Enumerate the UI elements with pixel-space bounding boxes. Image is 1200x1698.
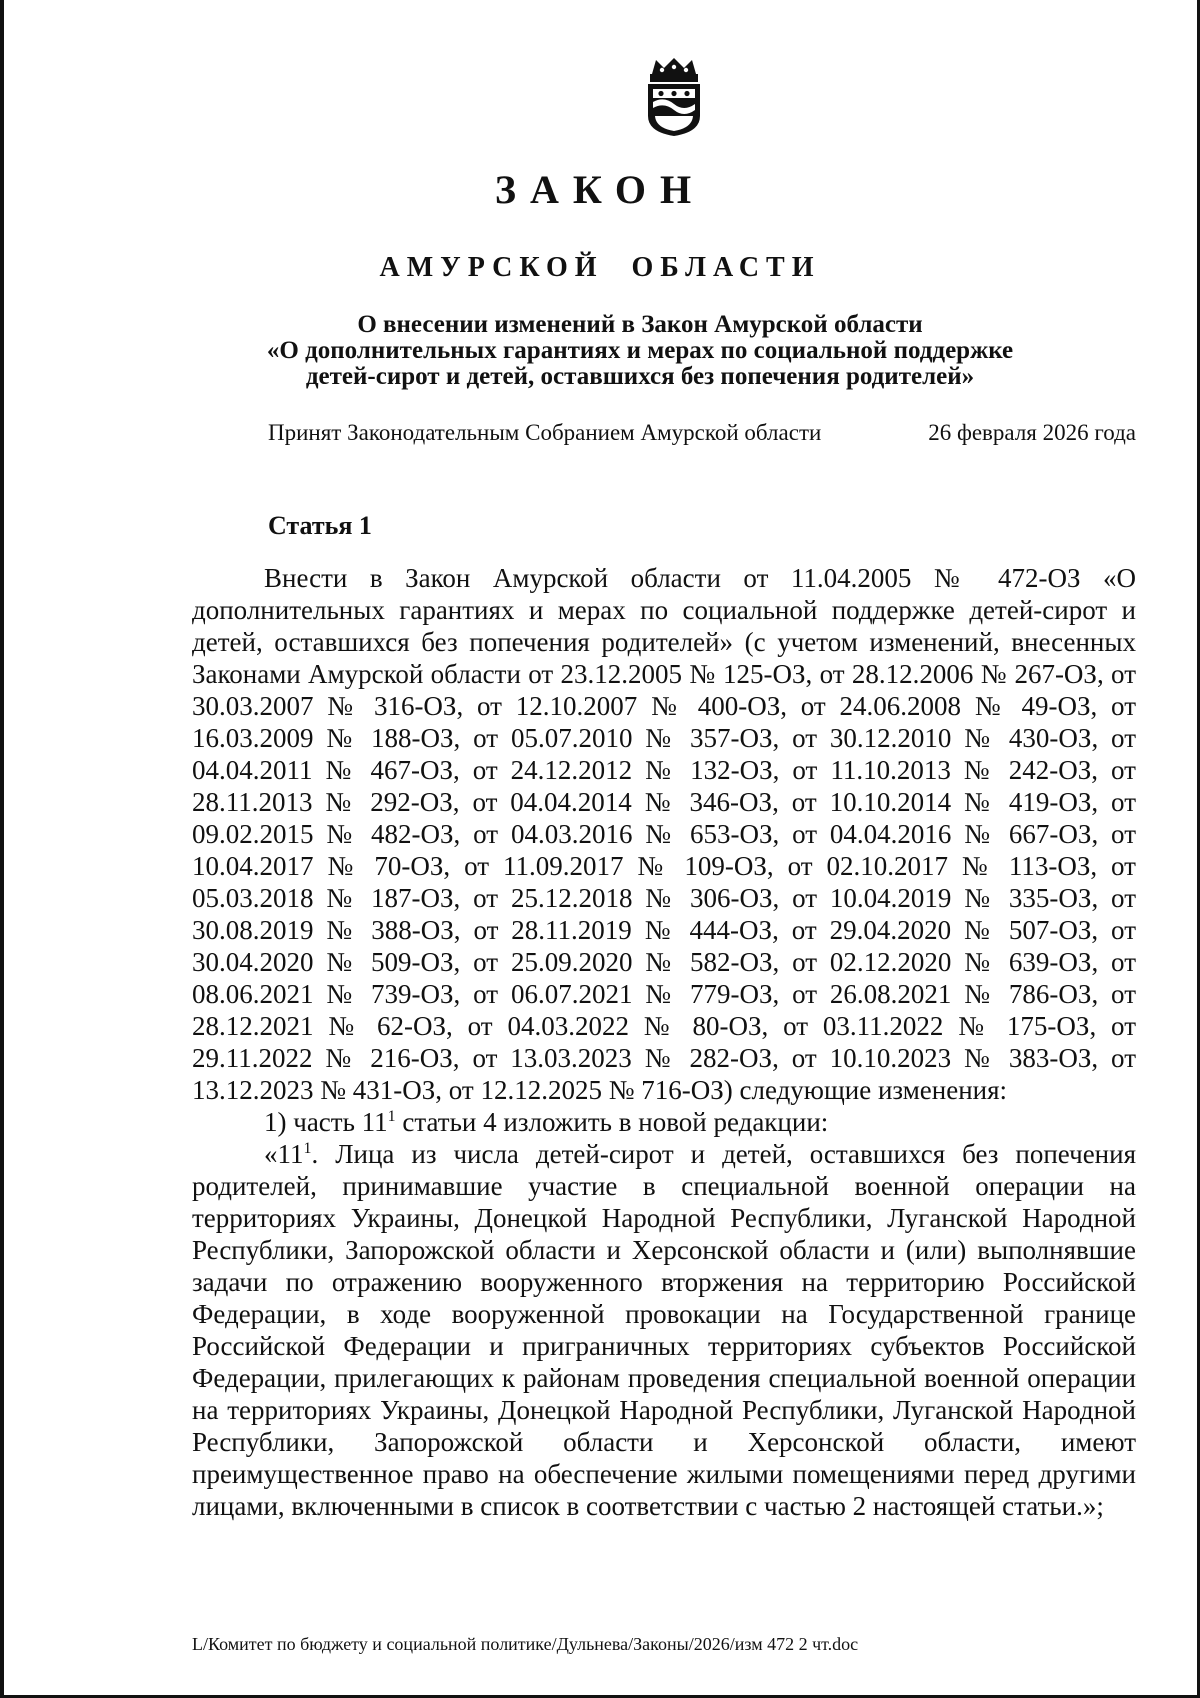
region-title-word1: АМУРСКОЙ <box>379 252 604 283</box>
law-subject-line3: детей-сирот и детей, оставшихся без попечения родителей» <box>305 363 975 390</box>
article-intro-paragraph: Внести в Закон Амурской области от 11.04.2005 № 472-ОЗ «О дополнительных гарантиях и мерах по социальной поддержке детей-сирот и детей, оставшихся без попечения родителей» (с учетом изменений, внесенных Законами Амурской области от 23.12.2005 № 125-ОЗ, от 28.12.2006 № 267-ОЗ, от 30.03.2007 № 316-ОЗ, от 12.10.2007 № 400-ОЗ, от 24.06.2008 № 49-ОЗ, от 16.03.2009 № 188-ОЗ, от 05.07.2010 № 357-ОЗ, от 30.12.2010 № 430-ОЗ, от 04.04.2011 № 467-ОЗ, от 24.12.2012 № 132-ОЗ, от 11.10.2013 № 242-ОЗ, от 28.11.2013 № 292-ОЗ, от 04.04.2014 № 346-ОЗ, от 10.10.2014 № 419-ОЗ, от 09.02.2015 № 482-ОЗ, от 04.03.2016 № 653-ОЗ, от 04.04.2016 № 667-ОЗ, от 10.04.2017 № 70-ОЗ, от 11.09.2017 № 109-ОЗ, от 02.10.2017 № 113-ОЗ, от 05.03.2018 № 187-ОЗ, от 25.12.2018 № 306-ОЗ, от 10.04.2019 № 335-ОЗ, от 30.08.2019 № 388-ОЗ, от 28.11.2019 № 444-ОЗ, от 29.04.2020 № 507-ОЗ, от 30.04.2020 № 509-ОЗ, от 25.09.2020 № 582-ОЗ, от 02.12.2020 № 639-ОЗ, от 08.06.2021 № 739-ОЗ, от 06.07.2021 № 779-ОЗ, от 26.08.2021 № 786-ОЗ, от 28.12.2021 № 62-ОЗ, от 04.03.2022 № 80-ОЗ, от 03.11.2022 № 175-ОЗ, от 29.11.2022 № 216-ОЗ, от 13.03.2023 № 282-ОЗ, от 10.10.2023 № 383-ОЗ, от 13.12.2023 № 431-ОЗ, от 12.12.2025 № 716-ОЗ) следующие изменения: <box>192 563 1136 1105</box>
law-subject <box>180 312 1100 390</box>
file-path-footer: L/Комитет по бюджету и социальной политике/Дульнева/Законы/2026/изм 472 2 чт.doc <box>192 1634 859 1654</box>
law-subject-line2: «О дополнительных гарантиях и мерах по социальной поддержке <box>266 337 1014 364</box>
amendment-quoted-text: «$11^1$. Лица из числа детей-сирот и детей, оставшихся без попечения родителей, принимавшие участие в специальной военной операции на территориях Украины, Донецкой Народной Республики, Луганской Народной Республики, Запорожской области и Херсонской области и (или) выполнявшие задачи по отражению вооруженного вторжения на территорию Российской Федерации, в ходе вооруженной провокации на Государственной границе Российской Федерации и приграничных территориях субъектов Российской Федерации, прилегающих к районам проведения специальной военной операции на территориях Украины, Донецкой Народной Республики, Луганской Народной Республики, Запорожской области и Херсонской области, имеют преимущественное право на обеспечение жилыми помещениями перед другими лицами, включенными в список в соответствии с частью 2 настоящей статьи.»; <box>192 1139 1136 1521</box>
amur-region-coat-of-arms-icon <box>642 56 706 138</box>
region-title-word2: ОБЛАСТИ <box>631 252 821 283</box>
adopted-by: Принят Законодательным Собранием Амурской области <box>268 420 822 445</box>
region-title <box>0 252 1200 284</box>
adoption-line <box>268 420 1136 446</box>
law-title: ЗАКОН <box>494 167 706 212</box>
law-subject-line1: О внесении изменений в Закон Амурской области <box>357 311 923 338</box>
amendment-item-1: 1) часть $11^1$ статьи 4 изложить в новой редакции: <box>264 1107 829 1137</box>
article-heading: Статья 1 <box>268 511 372 540</box>
adoption-date: 26 февраля 2026 года <box>928 420 1136 445</box>
article-body <box>192 562 1136 1522</box>
